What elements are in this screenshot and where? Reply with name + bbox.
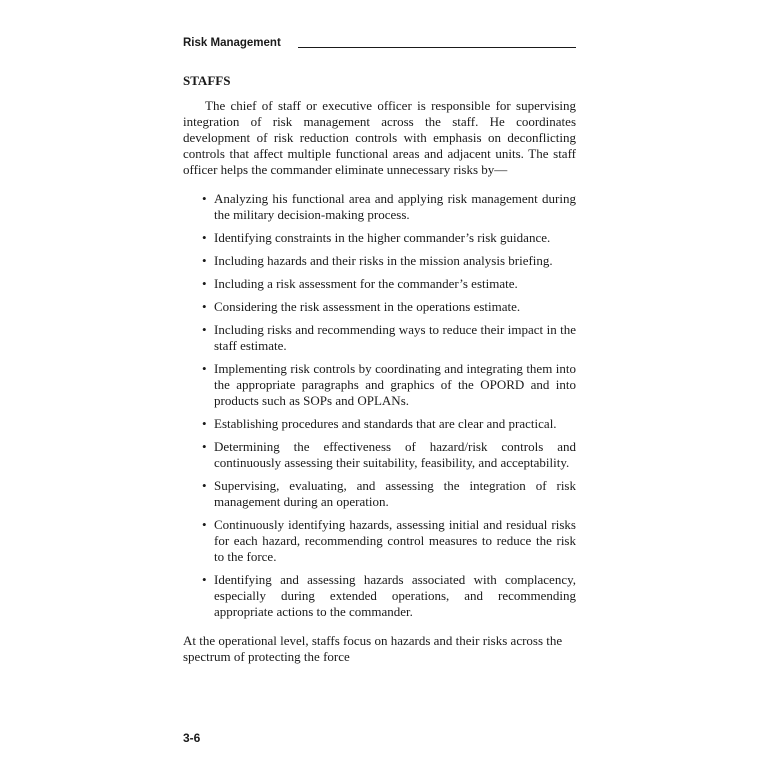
list-item: • Including risks and recommending ways to reduce their impact in the staff estimate. <box>214 322 576 354</box>
responsibility-list <box>183 191 576 620</box>
list-item: • Considering the risk assessment in the operations estimate. <box>214 299 576 315</box>
closing-paragraph: At the operational level, staffs focus on hazards and their risks across the spectrum of protecting the force <box>183 633 563 664</box>
page-header <box>183 36 576 50</box>
page-number: 3-6 <box>183 731 201 745</box>
header-rule <box>298 47 576 48</box>
list-item: • Establishing procedures and standards that are clear and practical. <box>214 416 576 432</box>
list-item: • Supervising, evaluating, and assessing the integration of risk management during an operation. <box>214 478 576 510</box>
list-item: • Identifying and assessing hazards associated with complacency, especially during extended operations, and recommending appropriate actions to the commander. <box>214 572 576 620</box>
intro-paragraph: The chief of staff or executive officer is responsible for supervising integration of risk management across the staff. He coordinates development of risk reduction controls with emphasis on deconflicting controls that affect multiple functional areas and adjacent units. The staff officer helps the commander eliminate unnecessary risks by— <box>183 98 576 177</box>
list-item: • Including a risk assessment for the commander’s estimate. <box>214 276 576 292</box>
list-item: • Including hazards and their risks in the mission analysis briefing. <box>214 253 576 269</box>
list-item: • Analyzing his functional area and applying risk management during the military decision-making process. <box>214 191 576 223</box>
page-content <box>183 73 576 665</box>
list-item: • Determining the effectiveness of hazard/risk controls and continuously assessing their suitability, feasibility, and acceptability. <box>214 439 576 471</box>
list-item: • Implementing risk controls by coordinating and integrating them into the appropriate paragraphs and graphics of the OPORD and into products such as SOPs and OPLANs. <box>214 361 576 409</box>
header-title: Risk Management <box>183 37 281 49</box>
section-heading: STAFFS <box>183 73 231 88</box>
list-item: • Identifying constraints in the higher commander’s risk guidance. <box>214 230 576 246</box>
list-item: • Continuously identifying hazards, assessing initial and residual risks for each hazard, recommending control measures to reduce the risk to the force. <box>214 517 576 565</box>
